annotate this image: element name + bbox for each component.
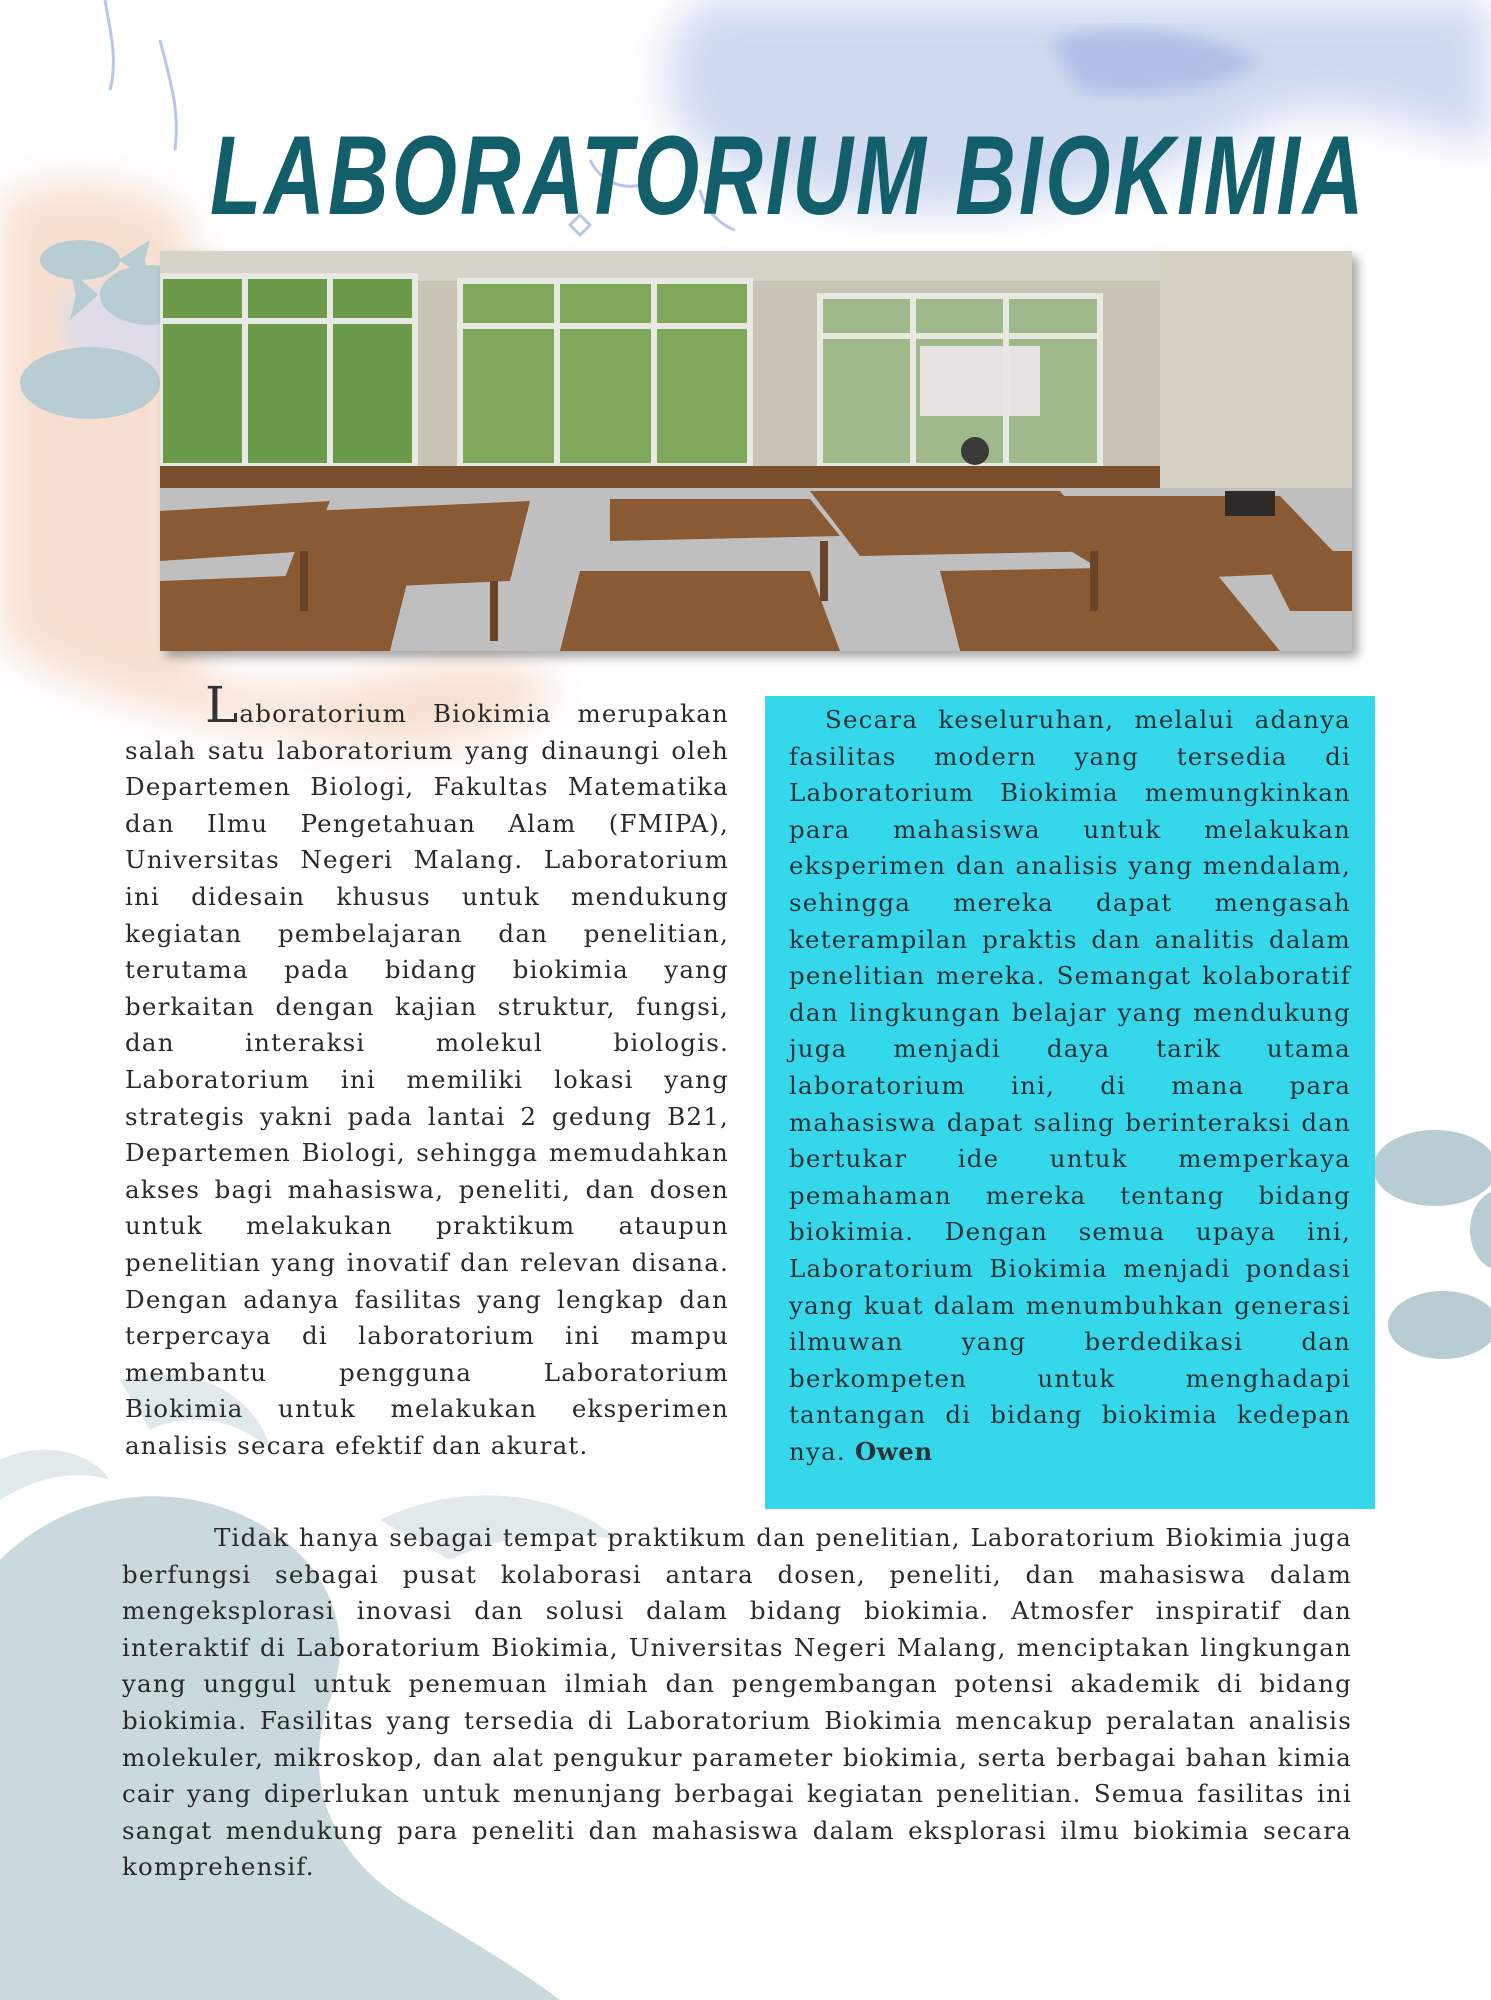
page-title: LABORATORIUM BIOKIMIA bbox=[210, 113, 1367, 238]
summary-paragraph bbox=[789, 702, 1351, 1470]
author-name: Owen bbox=[854, 1436, 933, 1466]
laboratory-photo bbox=[160, 251, 1352, 651]
intro-paragraph bbox=[125, 676, 729, 1464]
summary-text: Secara keseluruhan, melalui adanya fasilitas modern yang tersedia di Laboratorium Biokimia memungkinkan para mahasiswa untuk melakukan eksperimen dan analisis yang mendalam, sehingga mereka dapat mengasah keterampilan praktis dan analitis dalam penelitian mereka. Semangat kolaboratif dan lingkungan belajar yang mendukung juga menjadi daya tarik utama laboratorium ini, di mana para mahasiswa dapat saling berinteraksi dan bertukar ide untuk memperkaya pemahaman mereka tentang bidang biokimia. Dengan semua upaya ini, Laboratorium Biokimia menjadi pondasi yang kuat dalam menumbuhkan generasi ilmuwan yang berdedikasi dan berkompeten untuk menghadapi tantangan di bidang biokimia kedepan nya. bbox=[789, 705, 1351, 1466]
window bbox=[160, 276, 1100, 466]
left-column bbox=[125, 676, 729, 1464]
lab-bench bbox=[160, 491, 1352, 651]
bottom-paragraph: Tidak hanya sebagai tempat praktikum dan penelitian, Laboratorium Biokimia juga berfungsi sebagai pusat kolaborasi antara dosen, peneliti, dan mahasiswa dalam mengeksplorasi inovasi dan solusi dalam bidang biokimia. Atmosfer inspiratif dan interaktif di Laboratorium Biokimia, Universitas Negeri Malang, menciptakan lingkungan yang unggul untuk penemuan ilmiah dan pengembangan potensi akademik di bidang biokimia. Fasilitas yang tersedia di Laboratorium Biokimia mencakup peralatan analisis molekuler, mikroskop, dan alat pengukur parameter biokimia, serta berbagai bahan kimia cair yang diperlukan untuk menunjang berbagai kegiatan penelitian. Semua fasilitas ini sangat mendukung para peneliti dan mahasiswa dalam eksplorasi ilmu biokimia secara komprehensif. bbox=[122, 1523, 1352, 1882]
drop-cap: L bbox=[205, 676, 240, 734]
highlight-box bbox=[765, 696, 1375, 1509]
intro-text: aboratorium Biokimia merupakan salah satu laboratorium yang dinaungi oleh Departemen Biologi, Fakultas Matematika dan Ilmu Pengetahuan Alam (FMIPA), Universitas Negeri Malang. Laboratorium ini didesain khusus untuk mendukung kegiatan pembelajaran dan penelitian, terutama pada bidang biokimia yang berkaitan dengan kajian struktur, fungsi, dan interaksi molekul biologis. Laboratorium ini memiliki lokasi yang strategis yakni pada lantai 2 gedung B21, Departemen Biologi, sehingga memudahkan akses bagi mahasiswa, peneliti, dan dosen untuk melakukan praktikum ataupun penelitian yang inovatif dan relevan disana. Dengan adanya fasilitas yang lengkap dan terpercaya di laboratorium ini mampu membantu pengguna Laboratorium Biokimia untuk melakukan eksperimen analisis secara efektif dan akurat. bbox=[125, 699, 729, 1460]
